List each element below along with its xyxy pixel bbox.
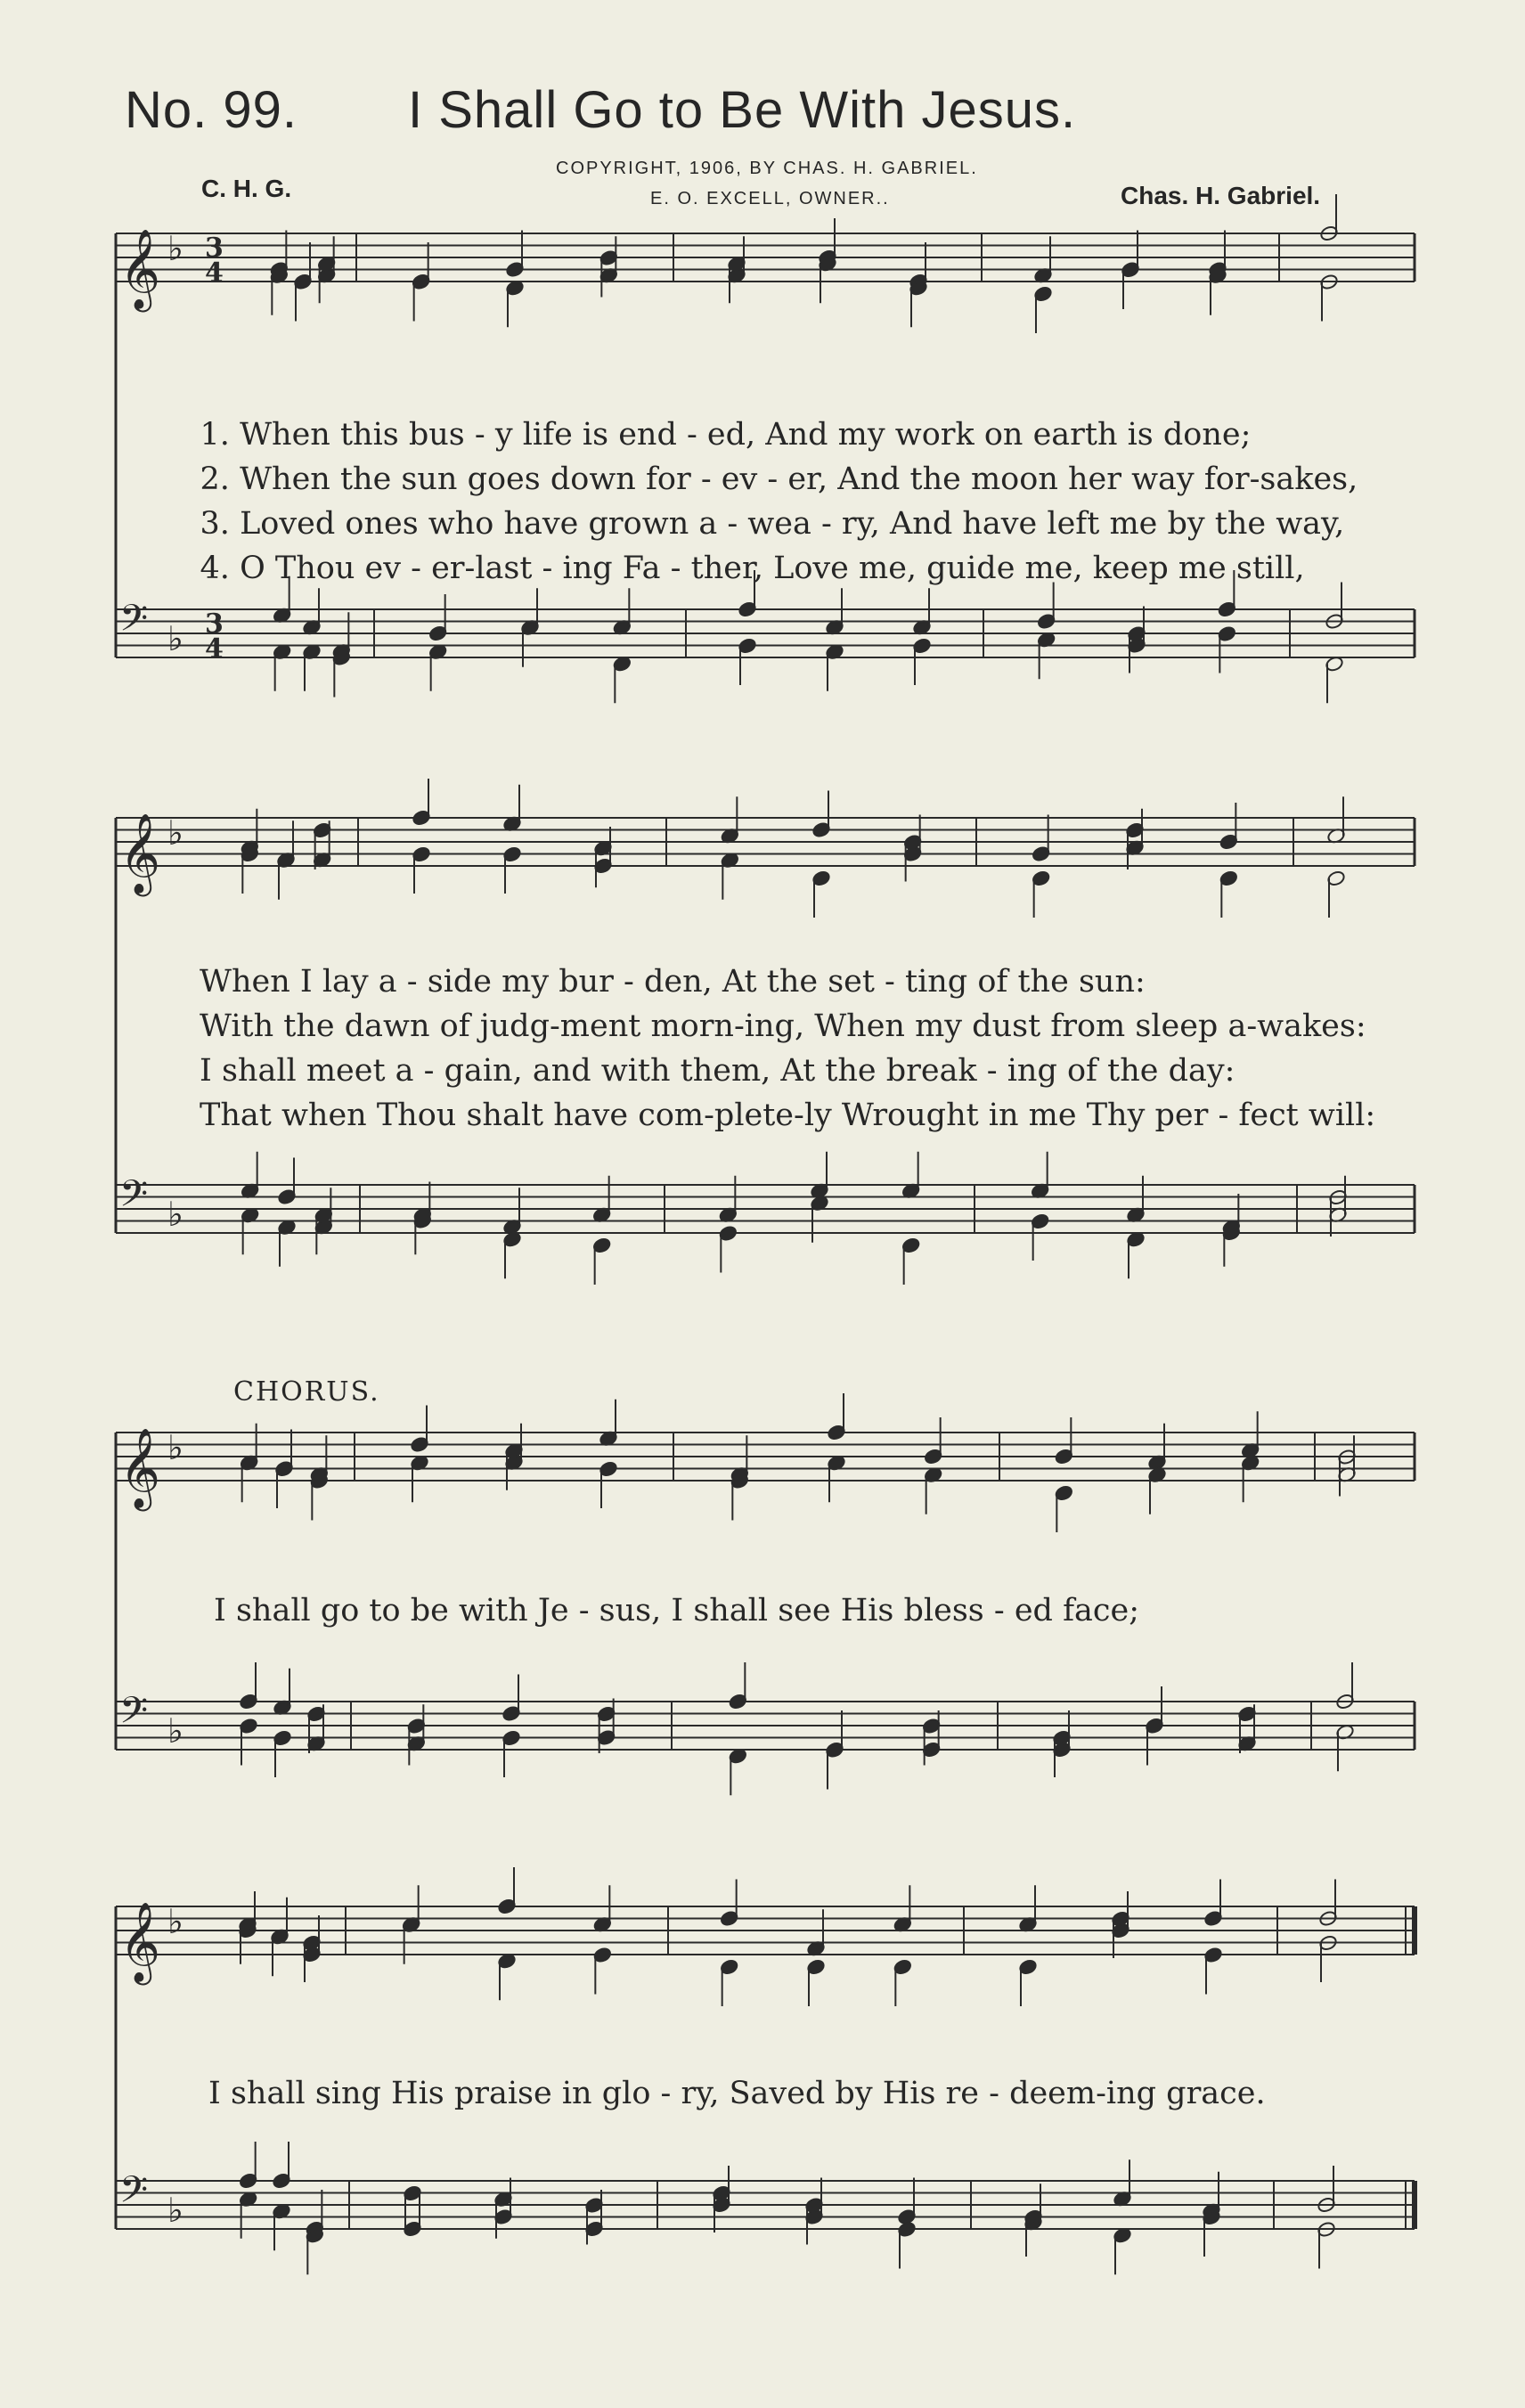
note-head bbox=[1113, 2159, 1132, 2208]
note-head bbox=[599, 1460, 618, 1508]
verse-3-line-2: I shall meet a - gain, and with them, At the break - ing of the day: bbox=[200, 1053, 1235, 1089]
note-head bbox=[1335, 1662, 1355, 1710]
note-head bbox=[239, 1662, 258, 1710]
note-head bbox=[269, 267, 289, 315]
note-head bbox=[1319, 194, 1339, 242]
note-head bbox=[502, 1729, 521, 1777]
note-head bbox=[331, 649, 351, 698]
note-head bbox=[309, 1473, 329, 1521]
note-head bbox=[827, 1455, 846, 1503]
note-head bbox=[818, 256, 837, 304]
bass-clef-icon: 𝄢 bbox=[119, 1689, 149, 1741]
hymn-number: No. 99. bbox=[125, 81, 298, 139]
note-head bbox=[412, 779, 431, 827]
note-head bbox=[1319, 273, 1339, 322]
chorus-line-2: I shall sing His praise in glo - ry, Saved by His re - deem-ing grace. bbox=[208, 2076, 1266, 2111]
note-head bbox=[241, 1207, 260, 1255]
note-head bbox=[720, 796, 739, 845]
note-head bbox=[806, 1909, 826, 1957]
note-head bbox=[1221, 1219, 1241, 1267]
note-head bbox=[238, 1916, 257, 1964]
note-head bbox=[239, 2142, 258, 2190]
note-head bbox=[277, 1219, 297, 1267]
note-head bbox=[718, 1176, 738, 1224]
note-head bbox=[1054, 1417, 1073, 1465]
note-head bbox=[272, 2203, 291, 2251]
note-head bbox=[718, 1225, 738, 1273]
note-head bbox=[827, 1393, 846, 1441]
note-head bbox=[241, 1152, 260, 1200]
flat-icon: ♭ bbox=[167, 619, 183, 658]
treble-clef-icon: 𝄞 bbox=[119, 229, 161, 309]
note-head bbox=[410, 1455, 429, 1503]
verse-number: 4. bbox=[200, 551, 230, 586]
note-head bbox=[912, 637, 932, 685]
note-head bbox=[720, 1958, 739, 2006]
note-head bbox=[1241, 1455, 1260, 1503]
note-head bbox=[239, 1718, 258, 1766]
note-head bbox=[502, 845, 522, 894]
note-head bbox=[825, 643, 844, 691]
note-head bbox=[1121, 261, 1140, 309]
verse-1-line-2: When I lay a - side my bur - den, At the set - ting of the sun: bbox=[200, 964, 1146, 1000]
flat-icon: ♭ bbox=[167, 1428, 183, 1467]
note-head bbox=[502, 1675, 521, 1723]
time-signature-icon: 4 bbox=[205, 633, 224, 665]
note-head bbox=[505, 231, 525, 279]
note-head bbox=[825, 1742, 844, 1790]
note-head bbox=[1126, 1231, 1146, 1279]
note-head bbox=[412, 845, 431, 894]
note-head bbox=[1031, 1152, 1050, 1200]
note-head bbox=[893, 1958, 912, 2006]
note-head bbox=[924, 1466, 943, 1514]
note-head bbox=[520, 619, 540, 667]
note-head bbox=[1326, 869, 1346, 918]
note-head bbox=[924, 1417, 943, 1465]
note-head bbox=[592, 1176, 612, 1224]
verse-4-line-2: That when Thou shalt have com-plete-ly Wrought in me Thy per - fect will: bbox=[200, 1098, 1376, 1133]
chorus-line-1: I shall go to be with Je - sus, I shall see His bless - ed face; bbox=[214, 1593, 1139, 1628]
note-head bbox=[1147, 1466, 1167, 1514]
bass-clef-icon: 𝄢 bbox=[119, 597, 149, 649]
flat-icon: ♭ bbox=[167, 1195, 183, 1234]
note-head bbox=[1023, 2208, 1043, 2257]
verse-text: Loved ones who have grown a - wea - ry, And have left me by the way, bbox=[240, 506, 1345, 542]
note-head bbox=[1208, 267, 1227, 315]
chorus-label: CHORUS. bbox=[233, 1376, 380, 1408]
time-signature-icon: 3 bbox=[205, 233, 224, 264]
note-head bbox=[410, 1406, 429, 1454]
note-head bbox=[592, 1947, 612, 1995]
verse-text: O Thou ev - er-last - ing Fa - ther, Love me, guide me, keep me still, bbox=[240, 551, 1305, 586]
verse-number: 3. bbox=[200, 506, 230, 542]
note-head bbox=[497, 1867, 517, 1915]
note-head bbox=[1147, 1424, 1167, 1472]
note-head bbox=[1032, 869, 1051, 918]
note-head bbox=[897, 2178, 917, 2226]
note-head bbox=[1031, 1212, 1050, 1261]
note-head bbox=[810, 1152, 829, 1200]
note-head bbox=[273, 643, 292, 691]
note-head bbox=[1219, 869, 1238, 918]
note-head bbox=[811, 791, 831, 839]
note-head bbox=[1203, 1947, 1223, 1995]
copyright-line-1: COPYRIGHT, 1906, BY CHAS. H. GABRIEL. bbox=[556, 159, 978, 178]
verse-text: When the sun goes down for - ev - er, And the moon her way for-sakes, bbox=[240, 461, 1358, 497]
verse-2-line-2: With the dawn of judg-ment morn-ing, When my dust from sleep a-wakes: bbox=[200, 1008, 1366, 1044]
note-head bbox=[1126, 1176, 1146, 1224]
time-signature-icon: 4 bbox=[205, 257, 224, 289]
note-head bbox=[720, 852, 739, 900]
verse-number: 1. bbox=[200, 417, 230, 453]
flat-icon: ♭ bbox=[167, 1711, 183, 1751]
note-head bbox=[901, 1152, 921, 1200]
note-head bbox=[239, 2191, 258, 2239]
verse-4-line-1 bbox=[160, 515, 1305, 622]
note-head bbox=[1325, 583, 1344, 631]
note-head bbox=[274, 1460, 294, 1508]
note-head bbox=[277, 1158, 297, 1206]
note-head bbox=[497, 1953, 517, 2001]
note-head bbox=[412, 1207, 432, 1255]
treble-clef-icon: 𝄞 bbox=[119, 1902, 161, 1982]
note-head bbox=[1317, 2221, 1336, 2269]
note-head bbox=[402, 1916, 421, 1964]
verses-part2 bbox=[200, 964, 1429, 1142]
flat-icon: ♭ bbox=[167, 229, 183, 268]
treble-clef-icon: 𝄞 bbox=[119, 813, 161, 894]
note-head bbox=[1113, 2227, 1132, 2275]
note-head bbox=[806, 1958, 826, 2006]
note-head bbox=[302, 643, 322, 691]
note-head bbox=[502, 1231, 522, 1279]
note-head bbox=[1033, 285, 1053, 333]
note-head bbox=[502, 785, 522, 833]
note-head bbox=[1318, 1880, 1338, 1928]
note-head bbox=[901, 1237, 921, 1285]
flat-icon: ♭ bbox=[167, 2191, 183, 2230]
note-head bbox=[1033, 236, 1053, 284]
verse-number: 2. bbox=[200, 461, 230, 497]
note-head bbox=[272, 2142, 291, 2190]
staff-4 bbox=[116, 1172, 1415, 1234]
note-head bbox=[412, 273, 431, 322]
verses-part1 bbox=[160, 381, 1425, 586]
flat-icon: ♭ bbox=[167, 813, 183, 853]
note-head bbox=[276, 852, 296, 900]
note-head bbox=[720, 1880, 739, 1928]
note-head bbox=[728, 1662, 747, 1710]
note-head bbox=[270, 1929, 290, 1977]
staff-3 bbox=[116, 813, 1415, 897]
note-head bbox=[293, 273, 313, 322]
copyright-line-2: E. O. EXCELL, OWNER.. bbox=[650, 189, 890, 208]
time-signature-icon: 3 bbox=[205, 608, 224, 640]
hymn-title: I Shall Go to Be With Jesus. bbox=[408, 81, 1077, 139]
note-head bbox=[1018, 1885, 1038, 1933]
note-head bbox=[428, 643, 448, 691]
note-head bbox=[1326, 796, 1346, 845]
flat-icon: ♭ bbox=[167, 1902, 183, 1941]
note-head bbox=[273, 1669, 292, 1717]
note-head bbox=[738, 637, 757, 685]
note-head bbox=[592, 1885, 612, 1933]
composer-credit: Chas. H. Gabriel. bbox=[1121, 182, 1321, 209]
note-head bbox=[592, 1237, 612, 1285]
bass-clef-icon: 𝄢 bbox=[119, 2168, 149, 2220]
lyricist-initials: C. H. G. bbox=[201, 175, 292, 202]
note-head bbox=[811, 869, 831, 918]
note-head bbox=[612, 656, 632, 704]
note-head bbox=[599, 1400, 618, 1448]
note-head bbox=[1317, 2166, 1336, 2214]
note-head bbox=[1018, 1958, 1038, 2006]
note-head bbox=[1032, 815, 1051, 863]
note-head bbox=[1325, 656, 1344, 704]
note-head bbox=[305, 2227, 324, 2275]
treble-clef-icon: 𝄞 bbox=[119, 1428, 161, 1508]
note-head bbox=[909, 280, 928, 328]
note-head bbox=[897, 2221, 917, 2269]
verse-text: When this bus - y life is end - ed, And my work on earth is done; bbox=[240, 417, 1252, 453]
note-head bbox=[1335, 1724, 1355, 1772]
note-head bbox=[1203, 1880, 1223, 1928]
note-head bbox=[728, 1748, 747, 1796]
note-head bbox=[240, 1455, 259, 1503]
bass-clef-icon: 𝄢 bbox=[119, 1172, 149, 1224]
note-head bbox=[502, 1188, 522, 1236]
note-head bbox=[810, 1195, 829, 1243]
note-head bbox=[1202, 2208, 1221, 2257]
staff-5 bbox=[116, 1428, 1415, 1512]
note-head bbox=[730, 1473, 749, 1521]
note-head bbox=[893, 1885, 912, 1933]
note-head bbox=[1217, 625, 1236, 673]
note-head bbox=[240, 845, 259, 894]
note-head bbox=[273, 1729, 292, 1777]
note-head bbox=[1219, 803, 1238, 851]
note-head bbox=[505, 280, 525, 328]
note-head bbox=[1054, 1484, 1073, 1532]
note-head bbox=[1318, 1934, 1338, 1982]
note-head bbox=[1145, 1718, 1164, 1766]
note-head bbox=[1037, 632, 1056, 680]
staff-8 bbox=[116, 2168, 1415, 2230]
note-head bbox=[1241, 1411, 1260, 1459]
